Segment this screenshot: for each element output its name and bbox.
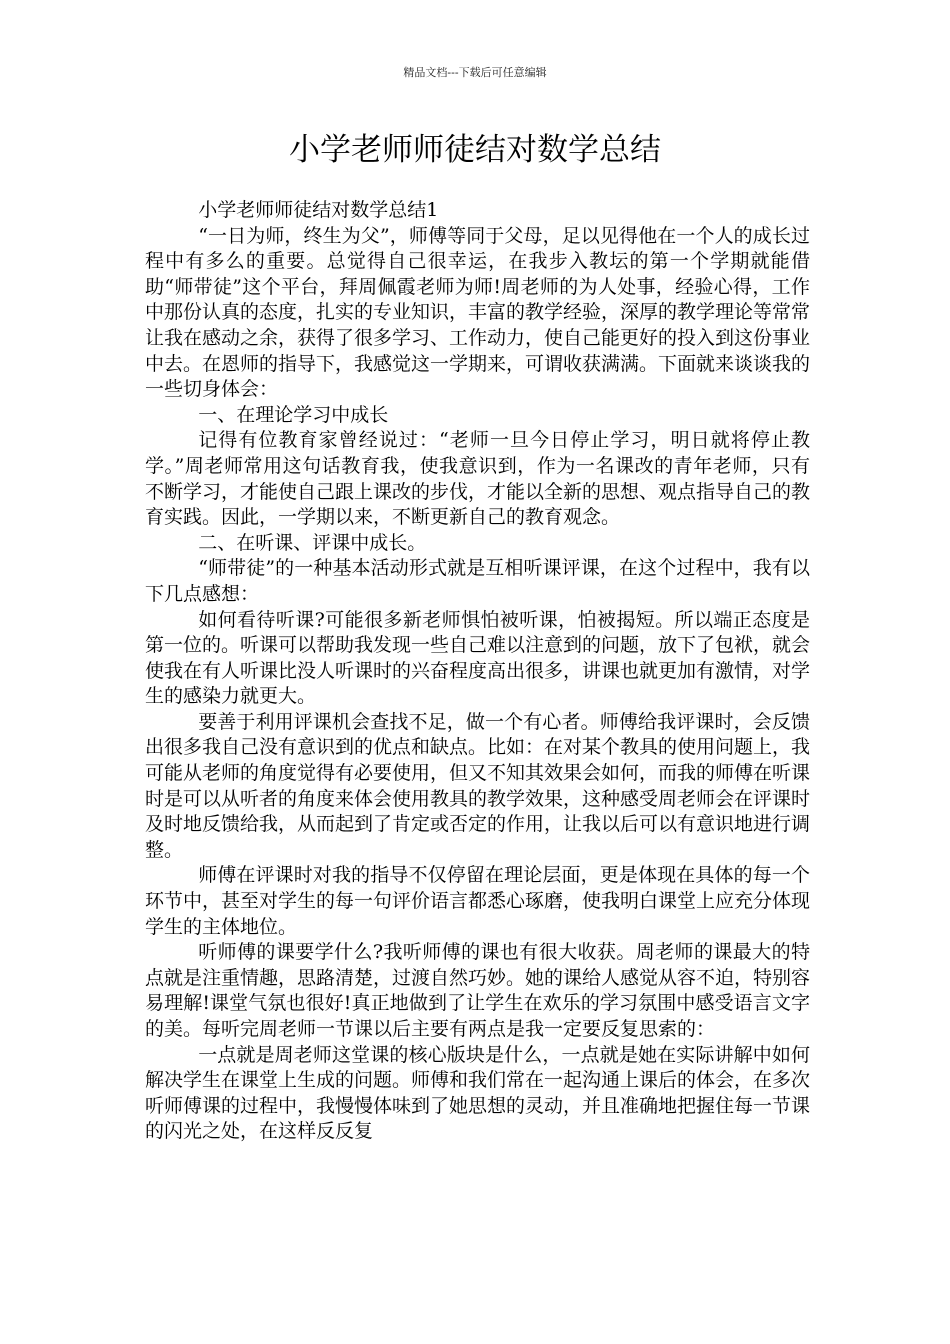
body-paragraph: “一日为师，终生为父”，师傅等同于父母，足以见得他在一个人的成长过程中有多么的重要。总觉得自己很幸运，在我步入教坛的第一个学期就能借助“师带徒”这个平台，拜周佩霞老师为师!周老师的为人处事，经验心得，工作中那份认真的态度，扎实的专业知识，丰富的教学经验，深厚的教学理论等常常让我在感动之余，获得了很多学习、工作动力，使自己能更好的投入到这份事业中去。在恩师的指导下，我感觉这一学期来，可谓收获满满。下面就来谈谈我的一些切身体会： <box>145 224 811 401</box>
section-heading: 一、在理论学习中成长 <box>198 403 389 426</box>
section-heading: 小学老师师徒结对数学总结1 <box>198 199 439 221</box>
body-paragraph: 一点就是周老师这堂课的核心版块是什么，一点就是她在实际讲解中如何解决学生在课堂上生成的问题。师傅和我们常在一起沟通上课后的体会，在多次听师傅课的过程中，我慢慢体味到了她思想的灵动，并且准确地把握住每一节课的闪光之处，在这样反反复 <box>145 1043 811 1143</box>
body-paragraph: 如何看待听课?可能很多新老师惧怕被听课，怕被揭短。所以端正态度是第一位的。听课可以帮助我发现一些自己难以注意到的问题，放下了包袱，就会使我在有人听课比没人听课时的兴奋程度高出很多，讲课也就更加有激情，对学生的感染力就更大。 <box>145 608 811 708</box>
header-note: 精品文档---下载后可任意编辑 <box>403 66 547 79</box>
section-heading: 二、在听课、评课中成长。 <box>198 531 427 554</box>
document-body <box>145 198 810 1145</box>
body-paragraph: 师傅在评课时对我的指导不仅停留在理论层面，更是体现在具体的每一个环节中，甚至对学生的每一句评价语言都悉心琢磨，使我明白课堂上应充分体现学生的主体地位。 <box>145 864 811 938</box>
body-paragraph: “师带徒”的一种基本活动形式就是互相听课评课，在这个过程中，我有以下几点感想： <box>145 557 810 605</box>
document-title: 小学老师师徒结对数学总结 <box>289 132 661 168</box>
body-paragraph: 听师傅的课要学什么?我听师傅的课也有很大收获。周老师的课最大的特点就是注重情趣，思路清楚，过渡自然巧妙。她的课给人感觉从容不迫，特别容易理解!课堂气氛也很好!真正地做到了让学生在欢乐的学习氛围中感受语言文字的美。每听完周老师一节课以后主要有两点是我一定要反复思索的： <box>145 941 811 1040</box>
body-paragraph: 要善于利用评课机会查找不足，做一个有心者。师傅给我评课时，会反馈出很多我自己没有意识到的优点和缺点。比如：在对某个教具的使用问题上，我可能从老师的角度觉得有必要使用，但又不知其效果会如何，而我的师傅在听课时是可以从听者的角度来体会使用教具的教学效果，这种感受周老师会在评课时及时地反馈给我，从而起到了肯定或否定的作用，让我以后可以有意识地进行调整。 <box>145 710 811 861</box>
body-paragraph: 记得有位教育家曾经说过：“老师一旦今日停止学习，明日就将停止教学。”周老师常用这句话教育我，使我意识到，作为一名课改的青年老师，只有不断学习，才能使自己跟上课改的步伐，才能以全新的思想、观点指导自己的教育实践。因此，一学期以来，不断更新自己的教育观念。 <box>145 429 811 529</box>
